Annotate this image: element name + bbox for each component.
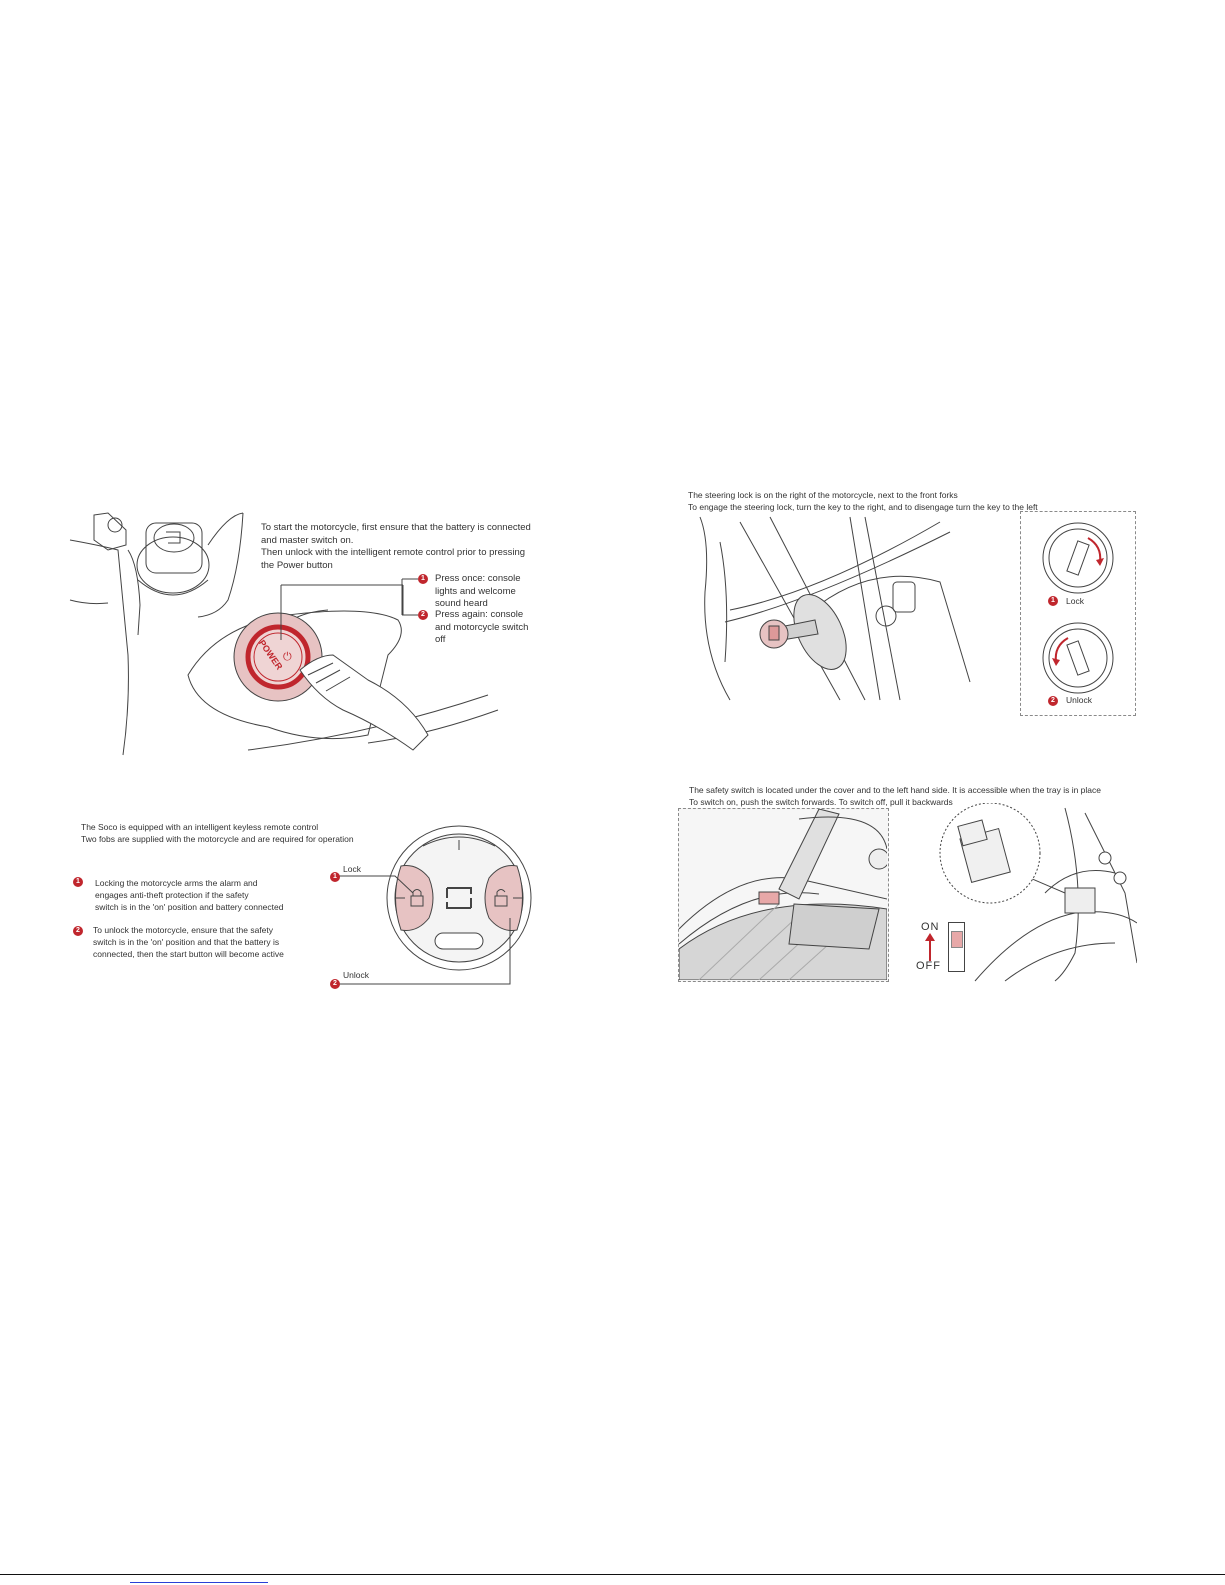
step-1-line: Press once: console	[435, 573, 521, 584]
safety-switch-diagram	[948, 922, 965, 972]
step-2-line: and motorcycle switch	[435, 621, 529, 633]
step-2-text	[435, 609, 535, 647]
remote-lock-label: Lock	[343, 864, 361, 874]
remote-item-1-line: engages anti-theft protection if the safety	[95, 890, 249, 900]
step-1-line: lights and welcome	[435, 585, 516, 597]
arrow-up-icon	[925, 933, 935, 961]
footer-link-underline	[130, 1582, 268, 1583]
remote-item-1-line: switch is in the 'on' position and battery connected	[95, 902, 284, 912]
remote-item-1-badge: 1	[73, 877, 83, 887]
power-button-label: POWER	[256, 638, 285, 672]
switch-off-label: OFF	[916, 960, 941, 972]
remote-unlock-label: Unlock	[343, 970, 369, 980]
steering-unlock-label: Unlock	[1066, 695, 1092, 705]
remote-item-1-line: Locking the motorcycle arms the alarm and	[95, 878, 258, 888]
steering-line: The steering lock is on the right of the motorcycle, next to the front forks	[688, 490, 958, 500]
remote-fob-illustration	[325, 818, 540, 990]
step-1-badge: 1	[418, 574, 428, 584]
step-bracket	[400, 578, 420, 618]
steering-lock-badge: 1	[1048, 596, 1058, 606]
remote-item-2-line: connected, then the start button will become active	[93, 949, 284, 959]
step-2-badge: 2	[418, 610, 428, 620]
steering-line: To engage the steering lock, turn the key to the right, and to disengage turn the key to the left	[688, 502, 1038, 512]
remote-intro-line: The Soco is equipped with an intelligent keyless remote control	[81, 822, 319, 832]
unlock-dial-illustration	[1040, 620, 1116, 696]
power-instruction-line: To start the motorcycle, first ensure that the battery is connected	[261, 522, 531, 533]
steering-text	[688, 489, 1108, 513]
remote-item-1-text	[95, 877, 305, 913]
safety-line: The safety switch is located under the cover and to the left hand side. It is accessible when the tray is in place	[689, 785, 1102, 795]
steering-lock-label: Lock	[1066, 596, 1084, 606]
step-2-line: off	[435, 634, 446, 645]
safety-line: To switch on, push the switch forwards. To switch off, pull it backwards	[689, 797, 953, 807]
remote-unlock-badge: 2	[330, 979, 340, 989]
power-instructions	[261, 522, 561, 572]
remote-item-2-line: switch is in the 'on' position and that the battery is	[93, 937, 280, 947]
remote-item-2-line: To unlock the motorcycle, ensure that the safety	[93, 925, 274, 935]
page-bottom-rule	[0, 1574, 1225, 1575]
remote-item-2-badge: 2	[73, 926, 83, 936]
step-2-line: Press again: console	[435, 609, 524, 620]
remote-lock-badge: 1	[330, 872, 340, 882]
remote-item-2-text	[93, 924, 303, 960]
power-symbol-icon: ⏻	[283, 651, 292, 663]
power-instruction-line: and master switch on.	[261, 534, 354, 546]
safety-switch-slider	[951, 931, 963, 948]
safety-switch-closeup-illustration	[679, 809, 887, 980]
steering-lock-illustration	[690, 512, 980, 702]
steering-unlock-badge: 2	[1048, 696, 1058, 706]
switch-on-label: ON	[921, 921, 940, 933]
power-instruction-line: the Power button	[261, 559, 333, 571]
remote-intro-line: Two fobs are supplied with the motorcycle and are required for operation	[81, 834, 354, 844]
step-1-text	[435, 573, 535, 611]
lock-dial-illustration	[1040, 520, 1116, 596]
power-instruction-line: Then unlock with the intelligent remote control prior to pressing	[261, 547, 526, 558]
step-1-line: sound heard	[435, 598, 488, 609]
